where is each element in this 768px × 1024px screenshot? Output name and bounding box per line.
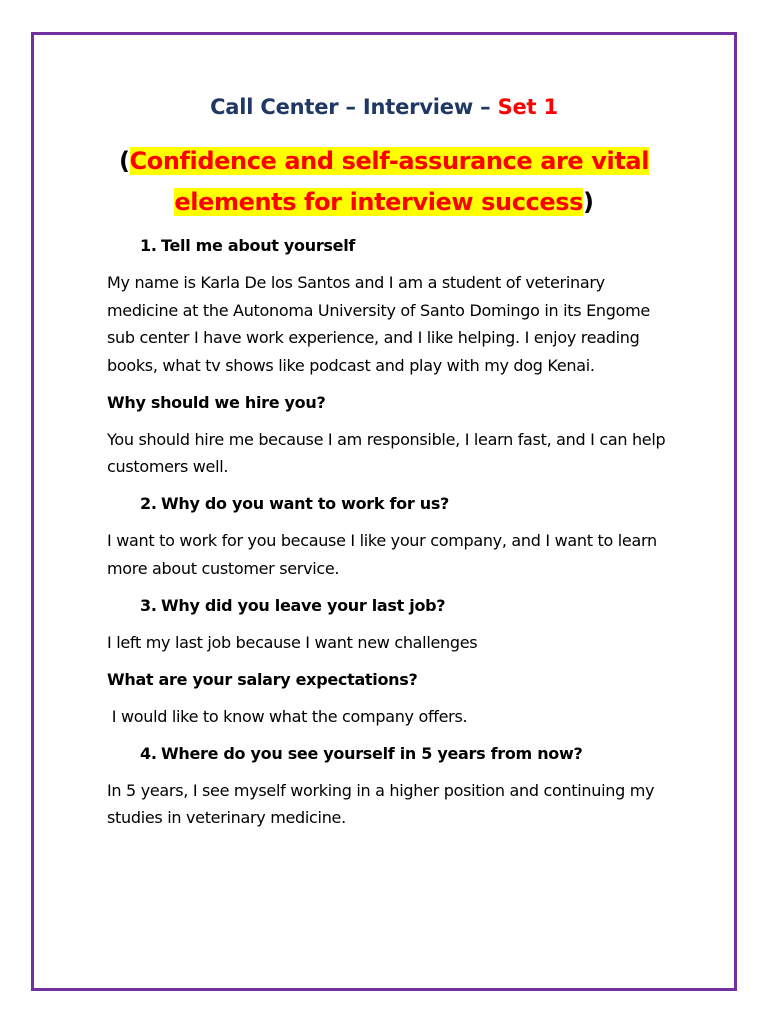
answer-3: I left my last job because I want new challenges (107, 632, 478, 652)
answer-hire: You should hire me because I am responsible, I learn fast, and I can help customers well. (107, 429, 666, 476)
answer-salary: I would like to know what the company offers. (107, 706, 468, 726)
question-number: 1. (140, 236, 157, 255)
question-number: 4. (140, 743, 157, 763)
question-text: Why did you leave your last job? (161, 595, 446, 615)
question-hire: Why should we hire you? (107, 392, 326, 412)
qa-content (107, 232, 677, 841)
question-salary: What are your salary expectations? (107, 669, 418, 689)
question-2 (107, 490, 677, 518)
title-main: Call Center – Interview – (210, 95, 498, 119)
question-number: 3. (140, 595, 157, 615)
question-text: Why do you want to work for us? (161, 494, 450, 513)
answer-2: I want to work for you because I like your company, and I want to learn more about customer service. (107, 531, 657, 578)
question-text: Where do you see yourself in 5 years from now? (161, 743, 583, 763)
document-subtitle (0, 141, 768, 223)
answer-4: In 5 years, I see myself working in a higher position and continuing my studies in veterinary medicine. (107, 780, 655, 827)
answer-1: My name is Karla De los Santos and I am a student of veterinary medicine at the Autonoma University of Santo Domingo in its Engome sub center I have work experience, and I like helping. I enjoy reading books, what tv shows like podcast and play with my dog Kenai. (107, 273, 650, 375)
question-3 (107, 592, 677, 620)
question-text: Tell me about yourself (161, 236, 356, 255)
question-number: 2. (140, 494, 157, 513)
subtitle-open-paren: ( (118, 147, 130, 175)
subtitle-line-1: Confidence and self-assurance are vital (129, 147, 650, 175)
title-set-label: Set 1 (497, 95, 558, 119)
question-1 (107, 232, 677, 260)
subtitle-line-2: elements for interview success (174, 188, 584, 216)
subtitle-close-paren: ) (583, 188, 594, 216)
question-4 (107, 740, 677, 768)
document-title (0, 95, 768, 119)
